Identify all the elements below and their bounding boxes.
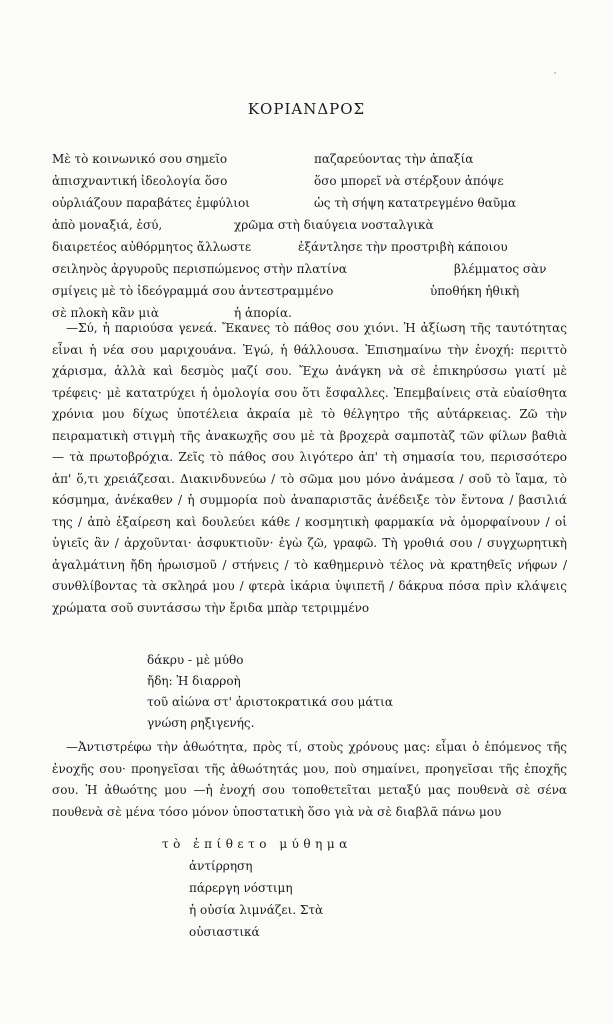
- poem-line-left: ἀπὸ μοναξιά, ἐσύ,: [52, 218, 163, 232]
- poem-line: [52, 148, 567, 170]
- poem-line-left: σὲ πλοκὴ κἂν μιὰ: [52, 306, 159, 320]
- poem-line: [52, 236, 567, 258]
- paragraph-text: —Ἀντιστρέφω τὴν ἀθωότητα, πρὸς τί, στοὺς χρόνους μας: εἶμαι ὁ ἑπόμενος τῆς ἐνοχῆς σου· προηγεῖσαι τῆς ἀθωότητάς μου, ποὺ σημαίνει, προηγεῖσαι τῆς ἐποχῆς σου. Ἡ ἀθωότης μου —ἡ ἐνοχή σου τοποθετεῖται μεταξύ μας πουθενὰ σὲ σένα πουθενὰ σὲ μένα τόσο μόνον ὑποστατικὴ ὅσο γιὰ νὰ σὲ διαβλᾶ πάνω μου: [52, 740, 567, 819]
- poem-line-left: Μὲ τὸ κοινωνικό σου σημεῖο: [52, 152, 228, 166]
- poem-line-left: σμίγεις μὲ τὸ ἰδεόγραμμά σου ἀντεστραμμένο: [52, 284, 334, 298]
- verse-line: πάρεργη νόστιμη: [189, 881, 293, 895]
- prose-paragraph: [52, 737, 567, 823]
- poem-line-right: ἡ ἀπορία.: [234, 306, 292, 320]
- poem-line-right: παζαρεύοντας τὴν ἀπαξία: [314, 152, 474, 166]
- poem-line-left: διαιρετέος αὐθόρμητος ἄλλωστε: [52, 240, 252, 254]
- verse-line: τοῦ αἰώνα στ' ἀριστοκρατικά σου μάτια: [147, 695, 393, 709]
- poem-line: [52, 192, 567, 214]
- verse-block: [162, 833, 352, 943]
- poem-stanza: [52, 148, 567, 324]
- prose-paragraph: [52, 318, 567, 619]
- verse-line: οὐσιαστικά: [189, 925, 260, 939]
- poem-line-left: ἀπισχναντική ἰδεολογία ὅσο: [52, 174, 228, 188]
- verse-block: [147, 650, 393, 734]
- poem-line: [52, 258, 567, 280]
- poem-line-left: οὐρλιάζουν παραβάτες ἐμφύλιοι: [52, 196, 250, 210]
- poem-line-right: ὑποθήκη ἠθικὴ: [430, 284, 520, 298]
- poem-line-right: χρῶμα στὴ διαύγεια νοσταλγικὰ: [234, 218, 434, 232]
- poem-line-right: ὡς τὴ σήψη κατατρεγμένο θαῦμα: [314, 196, 517, 210]
- poem-line: [52, 214, 567, 236]
- verse-line: γνώση ρηξιγενής.: [147, 716, 255, 730]
- poem-line-left: σειληνὸς ἀργυροῦς περισπώμενος στὴν πλατίνα: [52, 262, 347, 276]
- poem-line-right: ἐξάντλησε τὴν προστριβὴ κάποιου: [298, 240, 508, 254]
- paragraph-text: —Σύ, ἡ παριούσα γενεά. Ἔκανες τὸ πάθος σου χιόνι. Ἡ ἀξίωση τῆς ταυτότητας εἶναι ἡ νέα σου μαριχουάνα. Ἐγώ, ἡ θάλλουσα. Ἐπισημαίνω τὴν ἐνοχή: περιττὸ χάρισμα, ἀλλὰ καὶ δεσμὸς μαζί σου. Ἔχω ἀνάγκη νὰ σὲ ἐπικηρύσσω γιατί μὲ τρέφεις· μὲ κατατρύχει ἡ ὁμολογία σου ὅτι ἔσφαλλες. Ἐπεμβαίνεις στὰ εὐαίσθητα χρόνια μου δίχως ὑποτέλεια ἀκραία μὲ τὸ θέλγητρο τῆς αὐτάρκειας. Ζῶ τὴν πειραματικὴ στιγμὴ τῆς ἀνακωχῆς σου μὲ τὰ βροχερὰ σαμποτὰζ τῶν φίλων βαθιὰ — τὰ πρωτοβρόχια. Ζεῖς τὸ πάθος σου λιγότερο ἀπ' τὴ σημασία του, περισσότερο ἀπ' ὅ,τι χρειάζεσαι. Διακινδυνεύω / τὸ σῶμα μου μόνο ἀνάμεσα / σοῦ τὸ ἴαμα, τὸ κόσμημα, ἀνέκαθεν / ἡ συμμορία ποὺ ἀναπαριστᾶς ἀνέδειξε τὸν ἔντονα / βασιλιά της / ἀπὸ ἐξαίρεση καὶ δουλεύει κάθε / κοσμητικὴ φαρμακία νὰ ὁμορφαίνουν / οἱ ὑγιεῖς ἂν / ἀρχοῦνται· ἀσφυκτιοῦν· ἐγὼ ζῶ, γραφῶ. Τὴ γροθιά σου / συγχωρητικὴ ἀγαλμάτινη ἤδη ἡρωισμοῦ / στήνεις / τὸ καθημερινὸ τέλος νὰ κρατηθεῖς νήφων / συνθλίβοντας τὰ σκληρά μου / φτερὰ ἰκάρια ὑψιπετῆ / δάκρυα πόσα πρὶν κλάψεις χρώματα σοῦ συντάσσω τὴν ἔριδα μπὰρ τετριμμένο: [52, 321, 567, 615]
- poem-line-right: βλέμματος σὰν: [454, 262, 547, 276]
- verse-line: τὸ ἐπίθετο μύθημα: [162, 837, 352, 851]
- verse-line: ἡ οὐσία λιμνάζει. Στὰ: [189, 903, 324, 917]
- paper-speck: [554, 72, 556, 74]
- verse-line: δάκρυ - μὲ μύθο: [147, 653, 244, 667]
- page-title: ΚΟΡΙΑΝΔΡΟΣ: [247, 100, 366, 118]
- verse-line: ἤδη: Ἡ διαρροὴ: [147, 674, 241, 688]
- verse-line: ἀντίρρηση: [189, 859, 253, 873]
- poem-line-right: ὅσο μπορεῖ νὰ στέρξουν ἀπόψε: [314, 174, 504, 188]
- poem-line: [52, 280, 567, 302]
- poem-line: [52, 170, 567, 192]
